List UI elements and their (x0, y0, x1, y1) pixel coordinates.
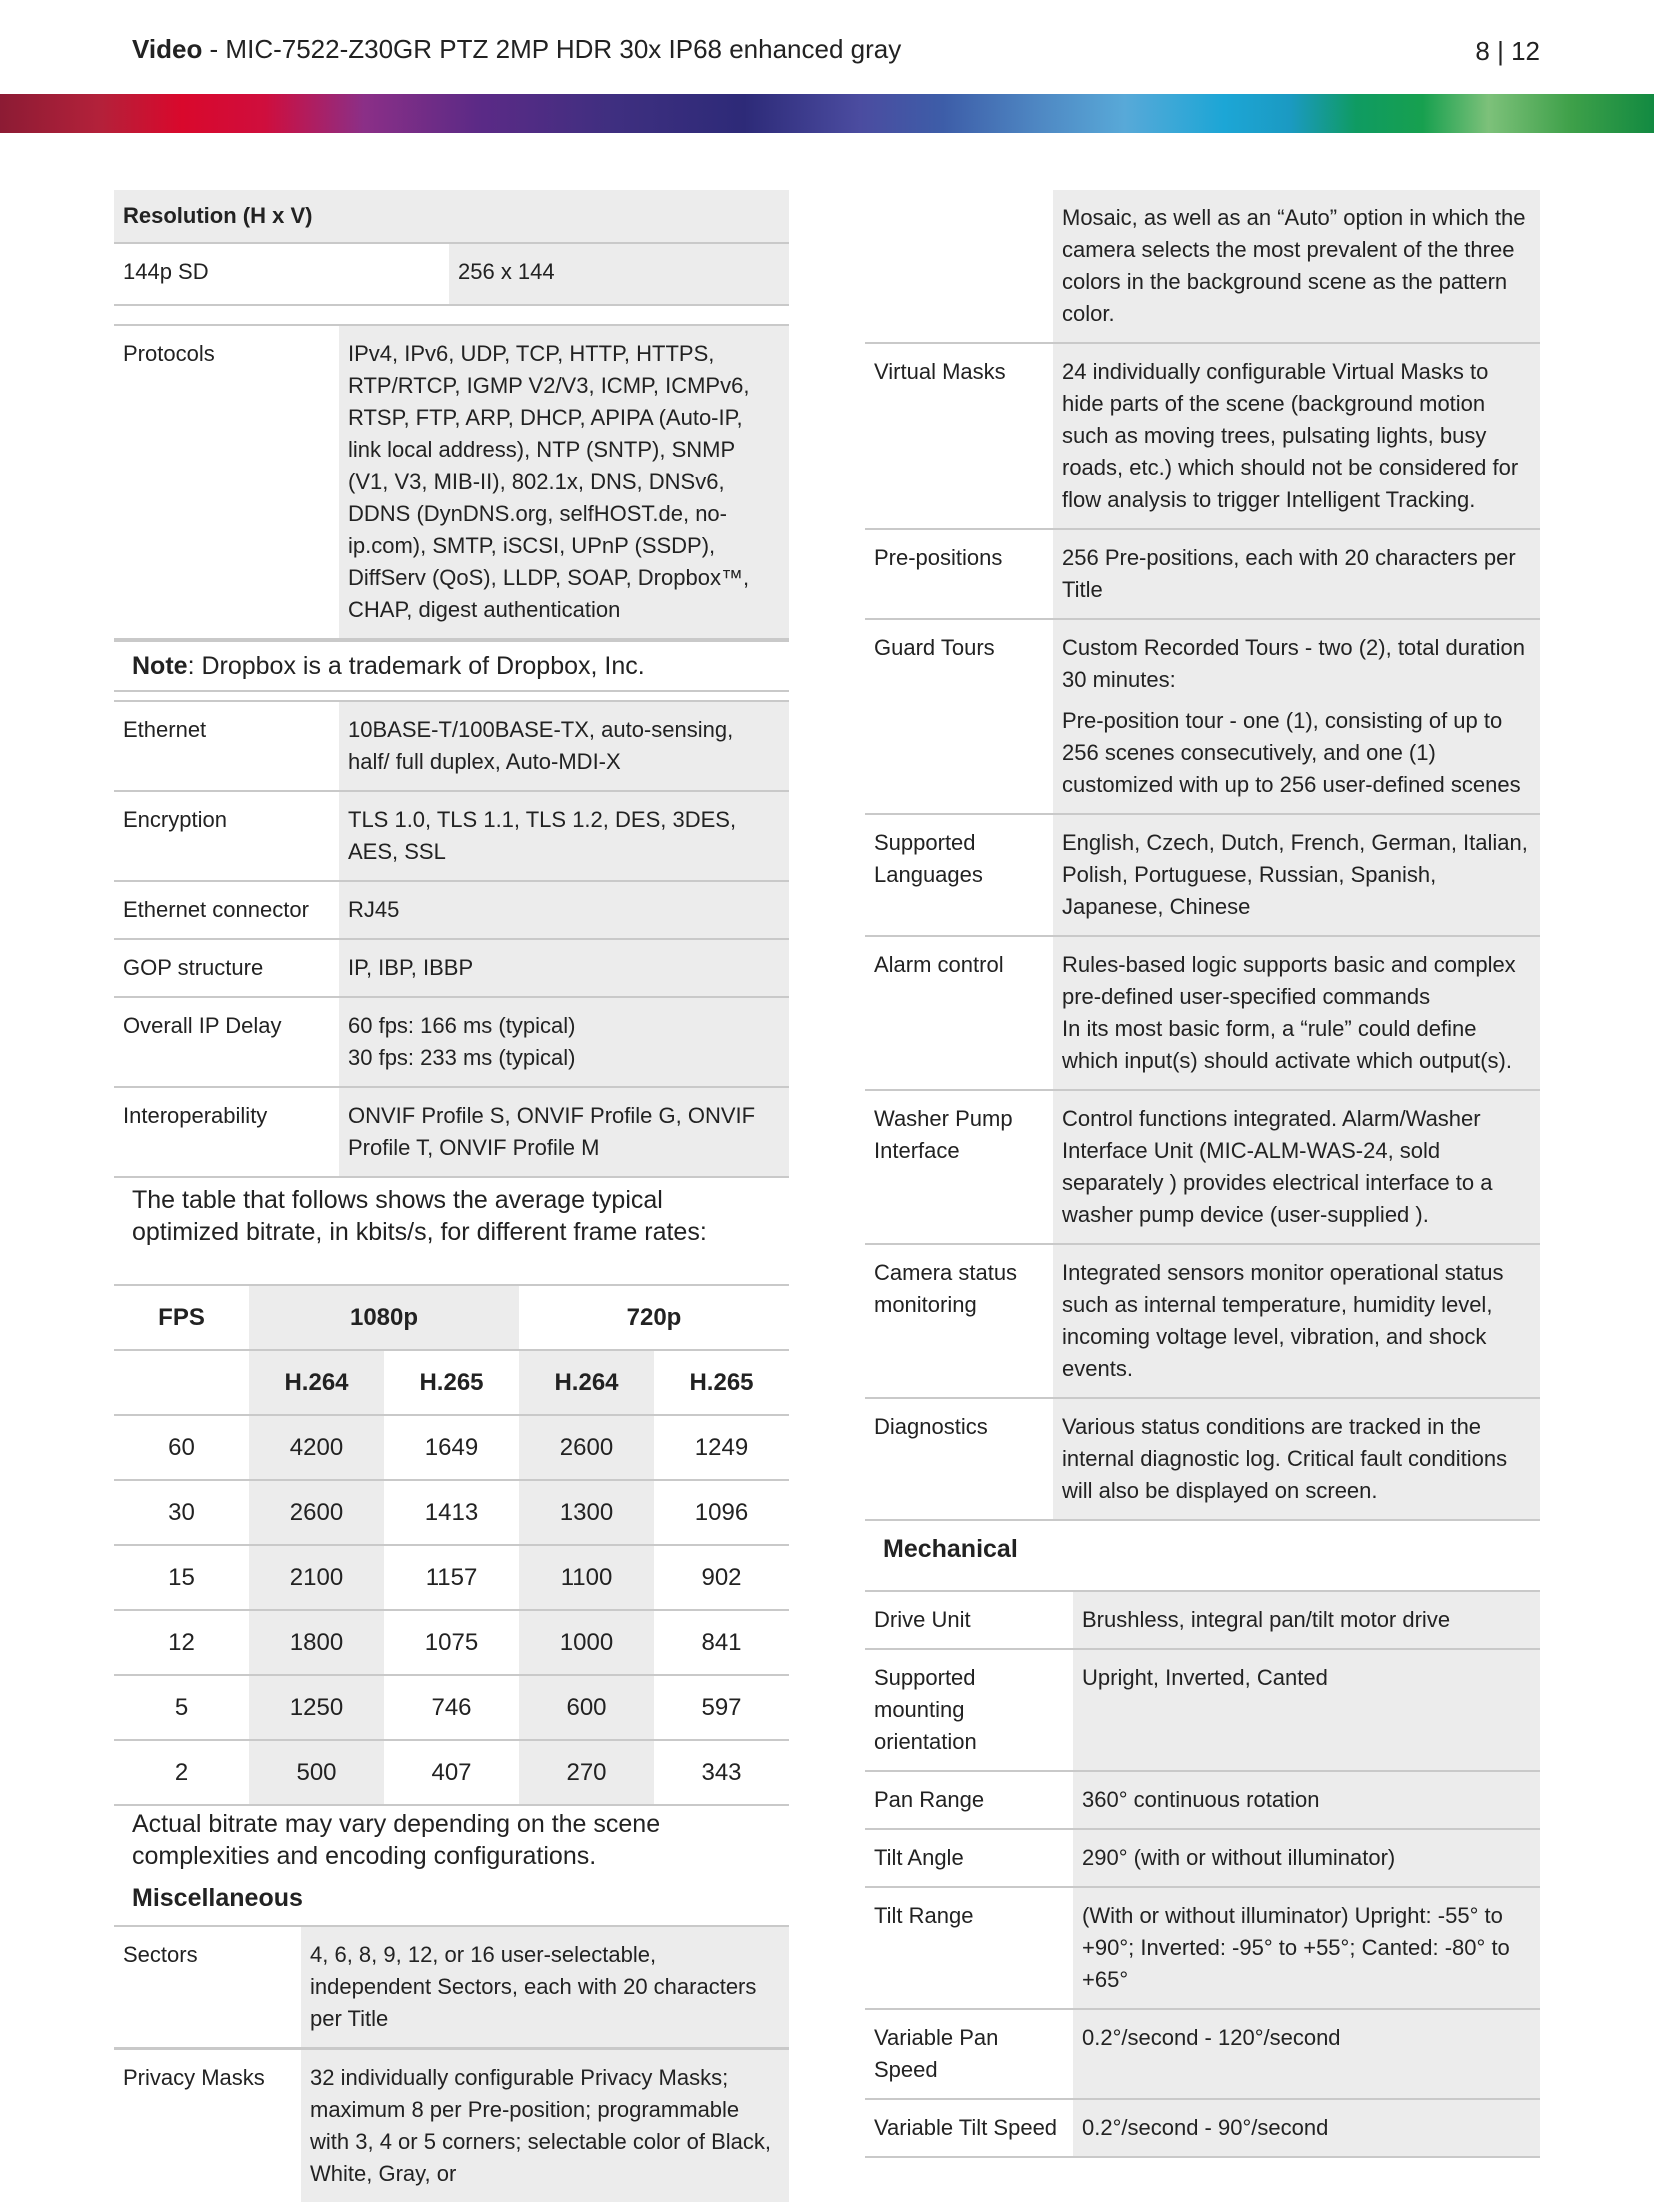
spec-row-interoperability (114, 1088, 789, 1178)
spec-label: Protocols (114, 326, 339, 638)
bitrate-cell: 1800 (249, 1610, 384, 1675)
spec-value: 0.2°/second - 120°/second (1073, 2010, 1540, 2098)
fps-cell: 15 (114, 1545, 249, 1610)
header-product: - MIC-7522-Z30GR PTZ 2MP HDR 30x IP68 enhanced gray (202, 34, 902, 64)
resolution-heading: Resolution (H x V) (114, 190, 789, 244)
bitrate-note: Actual bitrate may vary depending on the scene complexities and encoding configurations. (132, 1810, 661, 1870)
spec-value: (With or without illuminator) Upright: -55° to +90°; Inverted: -95° to +55°; Canted: -80° to +65° (1073, 1888, 1540, 2008)
bitrate-cell: 1413 (384, 1480, 519, 1545)
spec-value: 290° (with or without illuminator) (1073, 1830, 1540, 1886)
spec-value: Brushless, integral pan/tilt motor drive (1073, 1592, 1540, 1648)
misc-table (114, 1925, 789, 2202)
bitrate-cell: 1075 (384, 1610, 519, 1675)
network-table (114, 700, 789, 1178)
fps-cell: 5 (114, 1675, 249, 1740)
bitrate-cell: 1250 (249, 1675, 384, 1740)
spec-value: Upright, Inverted, Canted (1073, 1650, 1540, 1770)
spec-label: Tilt Range (865, 1888, 1073, 2008)
spec-row-overall-ip-delay (114, 998, 789, 1088)
spec-row-ethernet (114, 702, 789, 792)
bitrate-cell: 343 (654, 1740, 789, 1805)
spec-value: English, Czech, Dutch, French, German, Italian, Polish, Portuguese, Russian, Spanish, Japanese, Chinese (1053, 815, 1540, 935)
spec-row-camera-status-monitoring (865, 1245, 1540, 1399)
spec-value-paragraph: Pre-position tour - one (1), consisting of up to 256 scenes consecutively, and one (1) customized with up to 256 user-defined scenes (1062, 708, 1521, 797)
bitrate-cell: 2100 (249, 1545, 384, 1610)
spec-row-virtual-masks (865, 344, 1540, 530)
spec-row-washer-pump-interface (865, 1091, 1540, 1245)
spec-value-line: 60 fps: 166 ms (typical) (348, 1013, 576, 1038)
spec-label: Supported mounting orientation (865, 1650, 1073, 1770)
spec-value: 4, 6, 8, 9, 12, or 16 user-selectable, independent Sectors, each with 20 characters per Title (301, 1927, 789, 2047)
group-720p-header: 720p (519, 1285, 789, 1350)
spec-row-tilt-range (865, 1888, 1540, 2010)
spec-row-privacy-masks (114, 2050, 789, 2202)
misc-section-title: Miscellaneous (132, 1884, 303, 1912)
group-1080p-header: 1080p (249, 1285, 519, 1350)
table-row (114, 1675, 789, 1740)
bitrate-cell: 4200 (249, 1415, 384, 1480)
spec-value (1053, 937, 1540, 1089)
table-row (114, 1480, 789, 1545)
bitrate-cell: 2600 (519, 1415, 654, 1480)
spec-row-ethernet-connector (114, 882, 789, 940)
spec-value-paragraph: Custom Recorded Tours - two (2), total duration 30 minutes: (1062, 635, 1526, 692)
bitrate-table (114, 1284, 789, 1806)
spec-label: Washer Pump Interface (865, 1091, 1053, 1243)
resolution-row (114, 244, 789, 306)
bitrate-cell: 1096 (654, 1480, 789, 1545)
bitrate-codec-header (114, 1350, 789, 1415)
spec-row-privacy-masks-continued (865, 190, 1540, 344)
fps-cell: 12 (114, 1610, 249, 1675)
spec-label: Pre-positions (865, 530, 1053, 618)
spec-label: Pan Range (865, 1772, 1073, 1828)
spec-label: Alarm control (865, 937, 1053, 1089)
empty-header-cell (114, 1350, 249, 1415)
spec-value (339, 998, 789, 1086)
resolution-label: 144p SD (123, 259, 209, 284)
table-row (114, 1545, 789, 1610)
note-label: Note (132, 652, 188, 680)
spec-label: Diagnostics (865, 1399, 1053, 1519)
spec-value: 256 Pre-positions, each with 20 characters per Title (1053, 530, 1540, 618)
bitrate-intro: The table that follows shows the average typical optimized bitrate, in kbits/s, for different frame rates: (132, 1186, 707, 1246)
fps-cell: 2 (114, 1740, 249, 1805)
spec-row-pre-positions (865, 530, 1540, 620)
spec-row-tilt-angle (865, 1830, 1540, 1888)
bitrate-cell: 270 (519, 1740, 654, 1805)
spec-row-gop-structure (114, 940, 789, 998)
spec-row-diagnostics (865, 1399, 1540, 1521)
spec-value-line: Rules-based logic supports basic and complex pre-defined user-specified commands (1062, 952, 1516, 1009)
codec-header: H.265 (384, 1350, 519, 1415)
fps-cell: 30 (114, 1480, 249, 1545)
spec-row-sectors (114, 1927, 789, 2050)
spec-label: Encryption (114, 792, 339, 880)
spec-label: Overall IP Delay (114, 998, 339, 1086)
bitrate-cell: 500 (249, 1740, 384, 1805)
spec-label: Guard Tours (865, 620, 1053, 813)
fps-header: FPS (114, 1285, 249, 1350)
left-column (114, 190, 789, 2202)
spec-label: Interoperability (114, 1088, 339, 1176)
mechanical-table (865, 1590, 1540, 2158)
spec-value: 10BASE-T/100BASE-TX, auto-sensing, half/ full duplex, Auto-MDI-X (339, 702, 789, 790)
spec-label: Ethernet connector (114, 882, 339, 938)
resolution-value: 256 x 144 (449, 244, 789, 304)
bitrate-cell: 746 (384, 1675, 519, 1740)
header-title (132, 34, 901, 65)
table-row (114, 1610, 789, 1675)
bitrate-cell: 597 (654, 1675, 789, 1740)
spec-value: 0.2°/second - 90°/second (1073, 2100, 1540, 2156)
spec-label: Supported Languages (865, 815, 1053, 935)
spec-value: RJ45 (339, 882, 789, 938)
spec-row-supported-languages (865, 815, 1540, 937)
note-text: : Dropbox is a trademark of Dropbox, Inc. (187, 652, 645, 680)
page-header (0, 0, 1654, 95)
spec-row-guard-tours (865, 620, 1540, 815)
bitrate-cell: 407 (384, 1740, 519, 1805)
bitrate-cell: 1000 (519, 1610, 654, 1675)
right-column (865, 190, 1540, 2158)
spec-row-variable-pan-speed (865, 2010, 1540, 2100)
mechanical-section-title: Mechanical (883, 1535, 1018, 1563)
spec-value: ONVIF Profile S, ONVIF Profile G, ONVIF Profile T, ONVIF Profile M (339, 1088, 789, 1176)
bitrate-cell: 1300 (519, 1480, 654, 1545)
table-row (114, 1415, 789, 1480)
bitrate-group-header (114, 1285, 789, 1350)
spec-value: Integrated sensors monitor operational status such as internal temperature, humidity level, incoming voltage level, vibration, and shock events. (1053, 1245, 1540, 1397)
spec-label: Drive Unit (865, 1592, 1073, 1648)
bitrate-cell: 841 (654, 1610, 789, 1675)
spec-row-supported-mounting-orientation (865, 1650, 1540, 1772)
codec-header: H.265 (654, 1350, 789, 1415)
fps-cell: 60 (114, 1415, 249, 1480)
dropbox-note (114, 640, 789, 692)
bitrate-cell: 1157 (384, 1545, 519, 1610)
bitrate-cell: 1649 (384, 1415, 519, 1480)
bitrate-cell: 600 (519, 1675, 654, 1740)
codec-header: H.264 (249, 1350, 384, 1415)
spec-row-drive-unit (865, 1592, 1540, 1650)
spec-value: 360° continuous rotation (1073, 1772, 1540, 1828)
bitrate-cell: 1249 (654, 1415, 789, 1480)
spec-value (1053, 620, 1540, 813)
spec-row-alarm-control (865, 937, 1540, 1091)
spec-value-line: In its most basic form, a “rule” could define which input(s) should activate which output(s). (1062, 1016, 1512, 1073)
spec-value: IPv4, IPv6, UDP, TCP, HTTP, HTTPS, RTP/RTCP, IGMP V2/V3, ICMP, ICMPv6, RTSP, FTP, ARP, DHCP, APIPA (Auto-IP, link local address), NTP (SNTP), SNMP (V1, V3, MIB-II), 802.1x, DNS, DNSv6, DDNS (DynDNS.org, selfHOST.de, no-ip.com), SMTP, iSCSI, UPnP (SSDP), DiffServ (QoS), LLDP, SOAP, Dropbox™, CHAP, digest authentication (339, 326, 789, 638)
spec-label: Ethernet (114, 702, 339, 790)
spec-value-line: 30 fps: 233 ms (typical) (348, 1045, 576, 1070)
spec-value: Control functions integrated. Alarm/Washer Interface Unit (MIC-ALM-WAS-24, sold separately ) provides electrical interface to a washer pump device (user-supplied ). (1053, 1091, 1540, 1243)
spec-label: Tilt Angle (865, 1830, 1073, 1886)
codec-header: H.264 (519, 1350, 654, 1415)
spec-label: Privacy Masks (114, 2050, 301, 2202)
resolution-table (114, 190, 789, 306)
spec-label-empty (865, 190, 1053, 342)
header-section: Video (132, 34, 203, 64)
color-band (0, 94, 1654, 133)
spec-value: TLS 1.0, TLS 1.1, TLS 1.2, DES, 3DES, AES, SSL (339, 792, 789, 880)
bitrate-cell: 902 (654, 1545, 789, 1610)
spec-label: GOP structure (114, 940, 339, 996)
spec-value: IP, IBP, IBBP (339, 940, 789, 996)
spec-value: Mosaic, as well as an “Auto” option in which the camera selects the most prevalent of the three colors in the background scene as the pattern color. (1053, 190, 1540, 342)
spec-label: Camera status monitoring (865, 1245, 1053, 1397)
page-number: 8 | 12 (1475, 36, 1540, 66)
bitrate-cell: 2600 (249, 1480, 384, 1545)
spec-label: Sectors (114, 1927, 301, 2047)
spec-row-protocols (114, 324, 789, 640)
spec-value: Various status conditions are tracked in the internal diagnostic log. Critical fault conditions will also be displayed on screen. (1053, 1399, 1540, 1519)
spec-row-variable-tilt-speed (865, 2100, 1540, 2158)
spec-value: 24 individually configurable Virtual Masks to hide parts of the scene (background motion such as moving trees, pulsating lights, busy roads, etc.) which should not be considered for flow analysis to trigger Intelligent Tracking. (1053, 344, 1540, 528)
spec-label: Variable Tilt Speed (865, 2100, 1073, 2156)
spec-value: 32 individually configurable Privacy Masks; maximum 8 per Pre-position; programmable with 3, 4 or 5 corners; selectable color of Black, White, Gray, or (301, 2050, 789, 2202)
table-row (114, 1740, 789, 1805)
spec-label: Variable Pan Speed (865, 2010, 1073, 2098)
spec-row-encryption (114, 792, 789, 882)
bitrate-cell: 1100 (519, 1545, 654, 1610)
spec-label: Virtual Masks (865, 344, 1053, 528)
spec-row-pan-range (865, 1772, 1540, 1830)
